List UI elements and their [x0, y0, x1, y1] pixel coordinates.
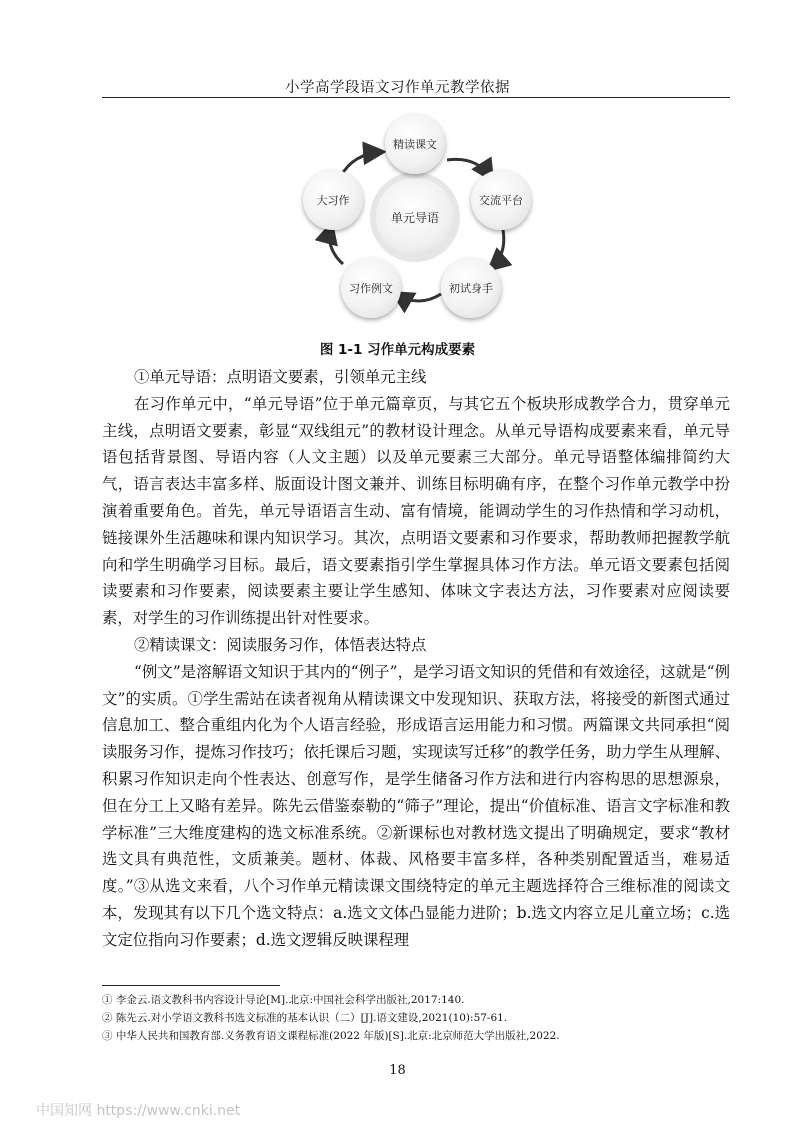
running-title: 小学高学段语文习作单元教学依据 — [285, 80, 510, 96]
node-intensive-reading: 精读课文 — [385, 114, 445, 174]
arrow-left-to-top — [341, 152, 381, 176]
footnote: ② 陈先云.对小学语文教科书选文标准的基本认识（二）[J].语文建设,2021(10):57-61. — [102, 1012, 508, 1024]
section-heading: ②精读课文：阅读服务习作，体悟表达特点 — [134, 635, 427, 654]
footnote: ③ 中华人民共和国教育部.义务教育语文课程标准(2022 年版)[S].北京:北京师范大学出版社,2022. — [102, 1030, 560, 1042]
header-rule — [102, 97, 730, 98]
unit-elements-diagram — [295, 112, 535, 322]
footnotes — [102, 991, 742, 1045]
watermark: 中国知网 https://www.cnki.net — [36, 1103, 241, 1119]
node-first-trial: 初试身手 — [441, 258, 501, 318]
node-example-essay: 习作例文 — [341, 258, 401, 318]
paragraph: “例文”是溶解语文知识于其内的“例子”，是学习语文知识的凭借和有效途径，这就是“例文”的实质。①学生需站在读者视角从精读课文中发现知识、获取方法，将接受的新图式通过信息加工、整合重组内化为个人语言经验，形成语言运用能力和习惯。两篇课文共同承担“阅读服务习作，提炼习作技巧；依托课后习题，实现读写迁移”的教学任务，助力学生从理解、积累习作知识走向个性表达、创意写作，是学生储备习作方法和进行内容构思的思想源泉，但在分工上又略有差异。陈先云借鉴泰勒的“筛子”理论，提出“价值标准、语言文字标准和教学标准”三大维度建构的选文标准系统。②新课标也对教材选文提出了明确规定，要求“教材选文具有典范性，文质兼美。题材、体裁、风格要丰富多样，各种类别配置适当，难易适度。”③从选文来看，八个习作单元精读课文围绕特定的单元主题选择符合三维标准的阅读文本，发现其有以下几个选文特点：a.选文文体凸显能力进阶；b.选文内容立足儿童立场；c.选文定位指向习作要素；d.选文逻辑反映课程理 — [102, 662, 730, 949]
node-big-composition: 大习作 — [303, 170, 363, 230]
body-text — [102, 364, 730, 954]
page-number: 18 — [389, 1063, 406, 1078]
section-heading: ①单元导语：点明语文要素，引领单元主线 — [134, 368, 427, 386]
paragraph: 在习作单元中，“单元导语”位于单元篇章页，与其它五个板块形成教学合力，贯穿单元主线，点明语文要素，彰显“双线组元”的教材设计理念。从单元导语构成要素来看，单元导语包括背景图、导语内容（人文主题）以及单元要素三大部分。单元导语整体编排简约大气，语言表达丰富多样、版面设计图文兼并、训练目标明确有序，在整个习作单元教学中扮演着重要角色。首先，单元导语语言生动、富有情境，能调动学生的习作热情和学习动机，链接课外生活趣味和课内知识学习。其次，点明语文要素和习作要求，帮助教师把握教学航向和学生明确学习目标。最后，语文要素指引学生掌握具体习作方法。单元语文要素包括阅读要素和习作要素，阅读要素主要让学生感知、体味文字表达方法，习作要素对应阅读要素，对学生的习作训练提出针对性要求。 — [102, 394, 730, 628]
center-node-unit-intro: 单元导语 — [376, 178, 454, 256]
arrow-right-to-bottom-right — [491, 230, 504, 268]
node-exchange-platform: 交流平台 — [471, 170, 531, 230]
footnote: ① 李金云.语文教科书内容设计导论[M].北京:中国社会科学出版社,2017:140. — [102, 994, 465, 1006]
arrow-bottom-left-to-left — [330, 226, 344, 264]
arrow-bottom-right-to-bottom-left — [395, 294, 441, 301]
footnote-rule — [102, 985, 280, 986]
figure-caption: 图 1-1 习作单元构成要素 — [319, 342, 476, 358]
